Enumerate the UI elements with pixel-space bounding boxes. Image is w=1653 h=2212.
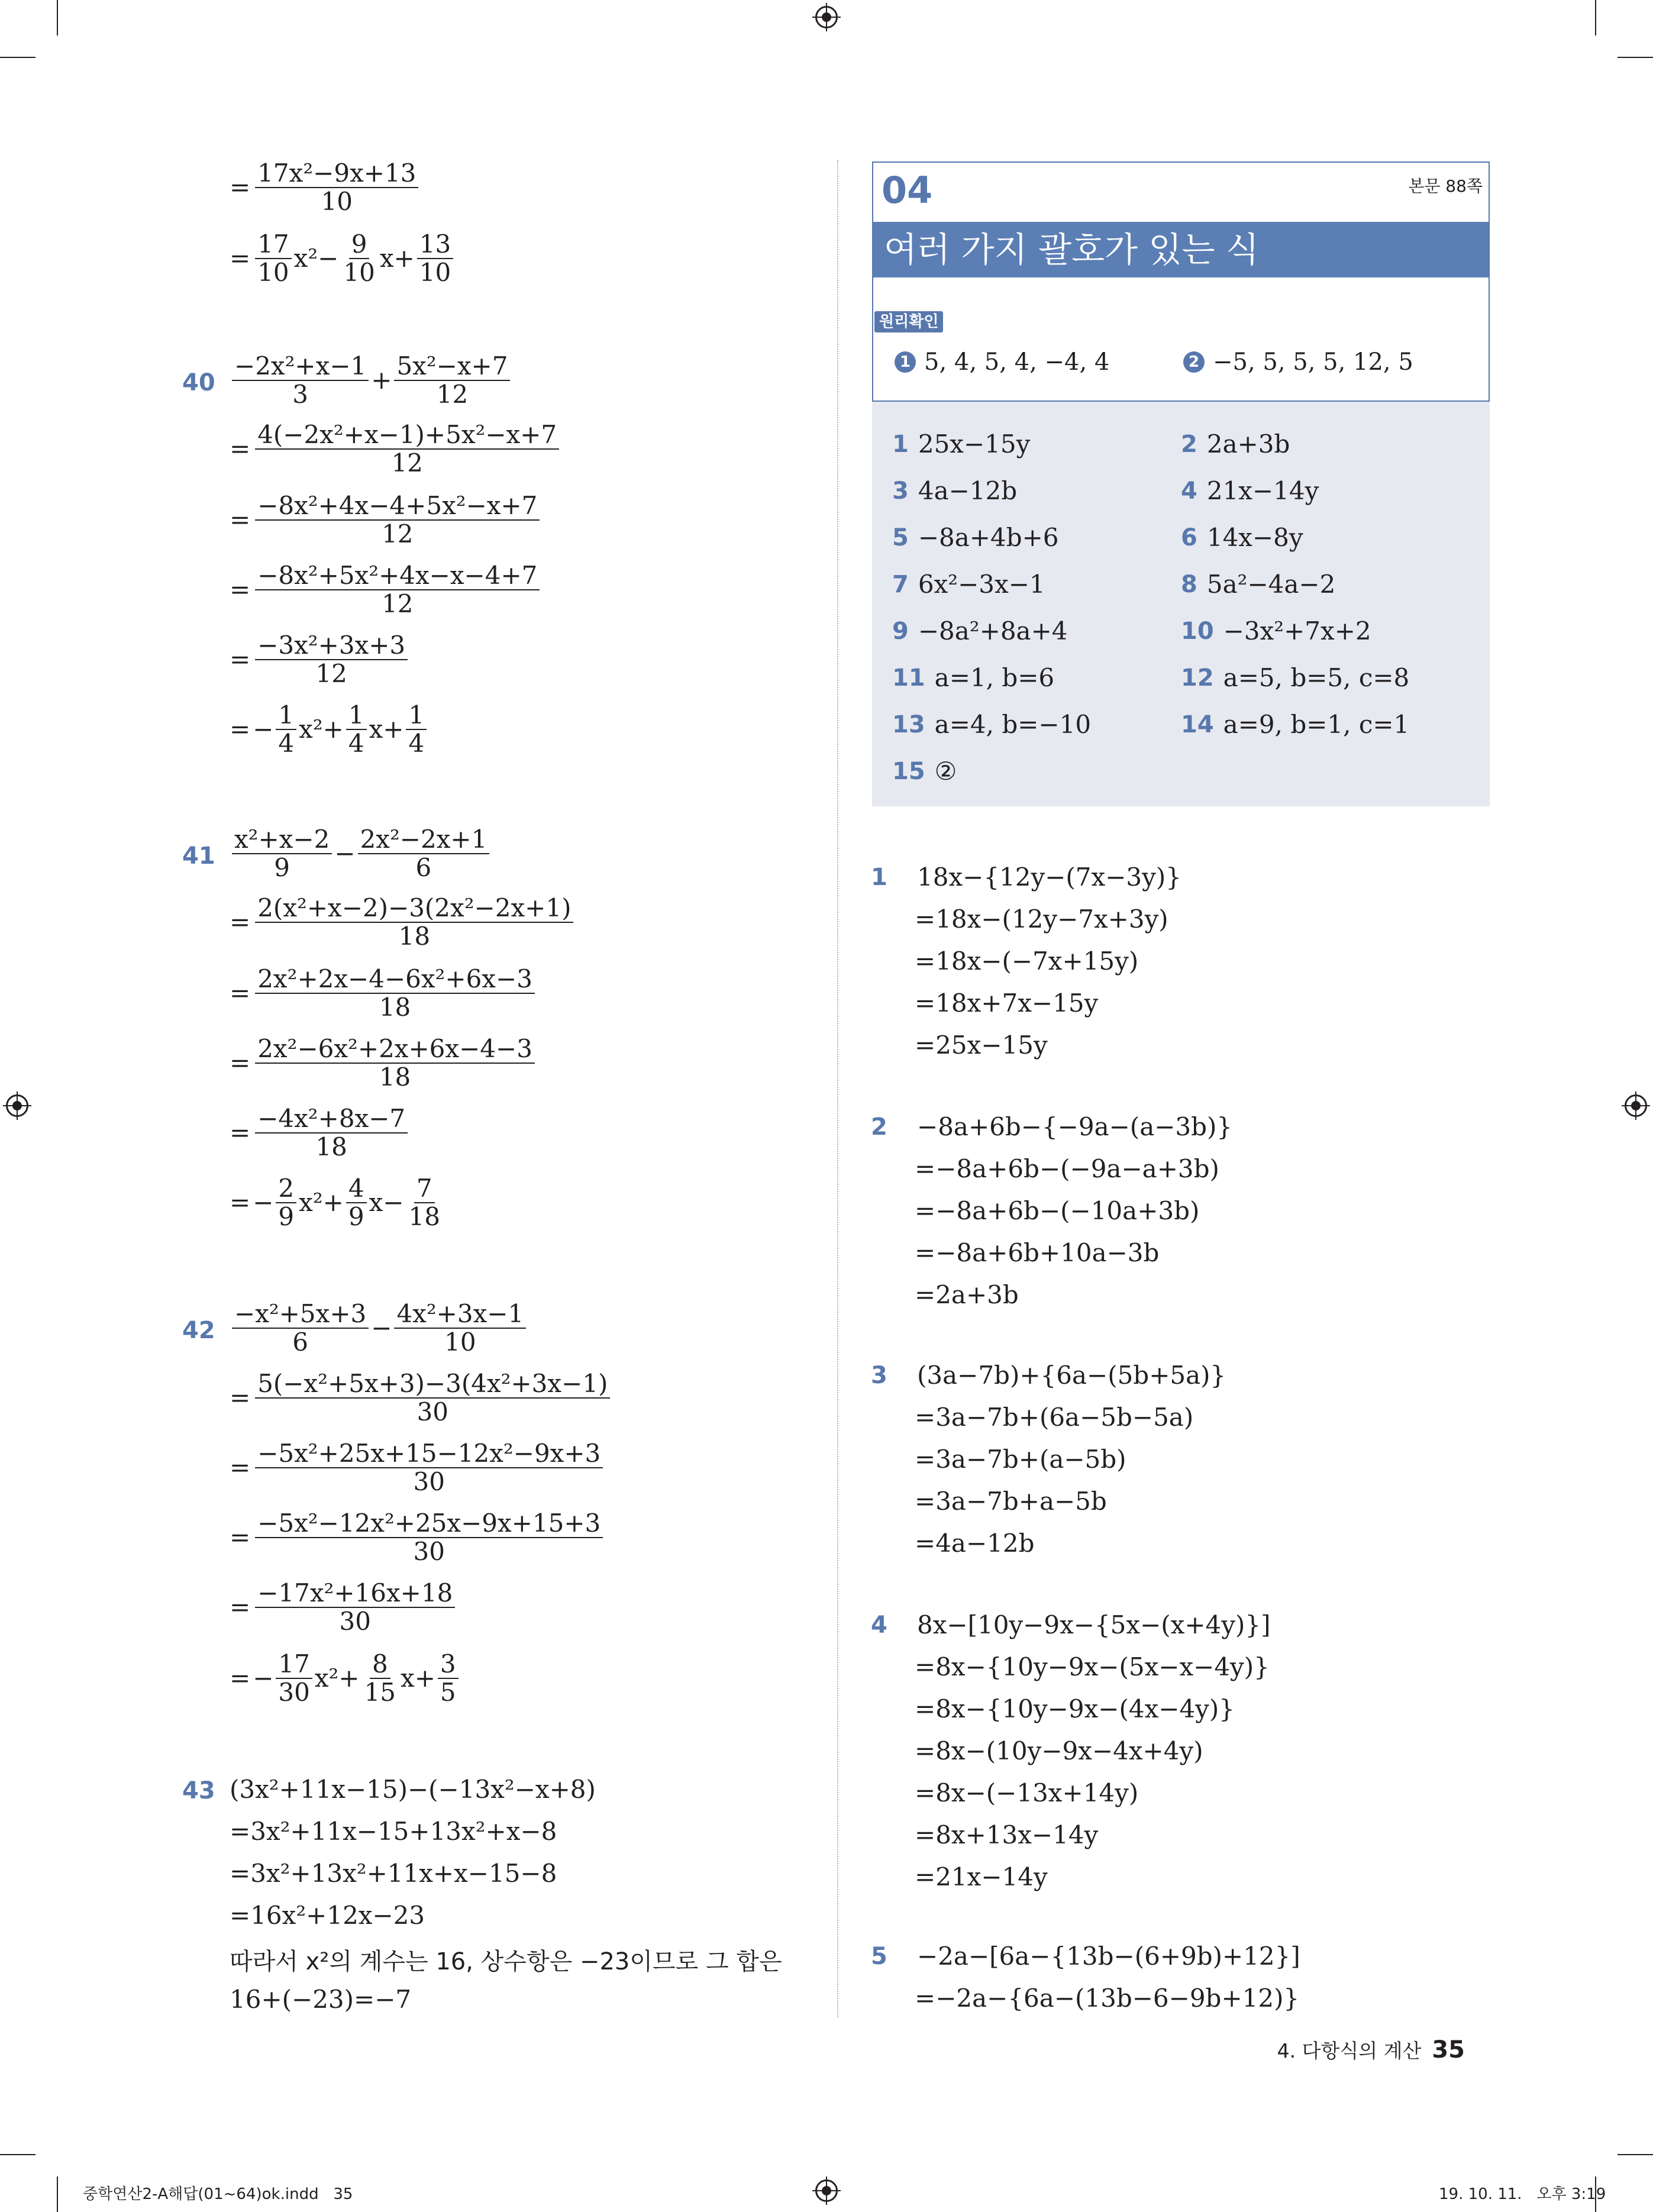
solution-line: =4a−12b <box>915 1529 1035 1558</box>
solution-line: =18x+7x−15y <box>915 989 1099 1018</box>
answer-number: 2 <box>1181 430 1197 458</box>
answer-key-panel <box>872 402 1490 806</box>
denominator: 9 <box>278 1202 295 1232</box>
denominator: 12 <box>391 448 423 478</box>
answer-item <box>892 710 1091 739</box>
answer-number: 11 <box>892 664 925 692</box>
answer-text: a=1, b=6 <box>934 663 1055 692</box>
answer-number: 12 <box>1181 664 1214 692</box>
numerator: 5(−x²+5x+3)−3(4x²+3x−1) <box>255 1370 610 1399</box>
solution-line: =21x−14y <box>915 1862 1048 1891</box>
equals-sign: = <box>230 715 251 744</box>
numerator: 2 <box>276 1175 296 1203</box>
solution-line: =8x−{10y−9x−(5x−x−4y)} <box>915 1652 1270 1681</box>
equals-sign: = <box>230 244 251 273</box>
answer-number: 8 <box>1181 570 1197 598</box>
fraction <box>276 1175 296 1231</box>
equals-sign: = <box>230 1593 251 1622</box>
denominator: 18 <box>379 993 411 1022</box>
fraction <box>346 702 367 757</box>
equation-line: 16+(−23)=−7 <box>230 1985 412 2014</box>
equation-line <box>230 1440 605 1496</box>
equals-sign: = <box>230 1188 251 1218</box>
fraction <box>276 1651 312 1706</box>
denominator: 18 <box>379 1063 411 1092</box>
numerator: 4(−2x²+x−1)+5x²−x+7 <box>255 421 559 450</box>
solution-line: −2a−[6a−{13b−(6+9b)+12}] <box>917 1942 1300 1971</box>
equation-line <box>230 1175 445 1231</box>
numerator: 3 <box>438 1651 459 1679</box>
equation-line <box>230 231 456 286</box>
answer-text: 21x−14y <box>1206 476 1319 505</box>
math-term: x+ <box>369 715 404 744</box>
equation-line: (3x²+11x−15)−(−13x²−x+8) <box>230 1775 596 1804</box>
page-number: 35 <box>1432 2036 1465 2064</box>
equation-line: =3x²+13x²+11x+x−15−8 <box>230 1859 557 1888</box>
equals-sign: = <box>230 505 251 535</box>
equation-line <box>230 1370 612 1426</box>
math-term: x²+ <box>314 1664 360 1693</box>
registration-mark-icon <box>6 1094 28 1117</box>
answer-text: a=4, b=−10 <box>934 710 1092 739</box>
problem-number: 41 <box>182 842 215 870</box>
solution-line: =8x−(10y−9x−4x+4y) <box>915 1736 1203 1765</box>
problem-number: 43 <box>182 1777 215 1804</box>
answer-text: 14x−8y <box>1206 523 1303 552</box>
problem-number: 40 <box>182 369 215 396</box>
equation-line <box>230 895 576 950</box>
numerator: 2x²−6x²+2x+6x−4−3 <box>255 1035 535 1064</box>
answer-number: 4 <box>1181 477 1197 505</box>
answer-item <box>1181 570 1335 599</box>
equation-line <box>230 1510 605 1565</box>
crop-mark <box>1618 57 1653 58</box>
solution-line: =18x−(12y−7x+3y) <box>915 905 1168 934</box>
print-timestamp: 19. 10. 11. 오후 3:19 <box>1439 2185 1606 2203</box>
equals-sign: = <box>230 979 251 1008</box>
registration-mark-icon <box>815 6 838 28</box>
math-term: + <box>371 366 392 395</box>
fraction <box>394 1300 526 1356</box>
fraction <box>394 353 510 408</box>
solution-line: =18x−(−7x+15y) <box>915 947 1139 976</box>
answer-item <box>1181 476 1319 505</box>
numerator: −2x²+x−1 <box>232 353 369 381</box>
denominator: 3 <box>292 380 308 409</box>
fraction <box>358 826 490 881</box>
column-divider <box>837 160 838 2017</box>
solution-line: =−8a+6b−(−10a+3b) <box>915 1196 1200 1225</box>
numerator: 13 <box>417 231 453 259</box>
numerator: 2(x²+x−2)−3(2x²−2x+1) <box>255 895 573 923</box>
numerator: 1 <box>406 702 427 730</box>
answer-item <box>892 523 1059 552</box>
equation-line <box>230 965 537 1021</box>
answer-item <box>1181 430 1290 458</box>
page-footer <box>1277 2036 1465 2064</box>
denominator: 18 <box>398 922 431 951</box>
numerator: 4 <box>346 1175 367 1203</box>
problem-number: 42 <box>182 1317 215 1344</box>
math-term: − <box>253 715 274 744</box>
numerator: −17x²+16x+18 <box>255 1580 455 1608</box>
answer-item <box>1181 523 1303 552</box>
registration-mark-icon <box>1625 1094 1647 1117</box>
solution-line: =8x−(−13x+14y) <box>915 1778 1139 1807</box>
fraction <box>255 1370 610 1426</box>
denominator: 30 <box>413 1467 445 1497</box>
denominator: 9 <box>274 853 290 883</box>
solution-line: =8x−{10y−9x−(4x−4y)} <box>915 1694 1235 1723</box>
equation-line <box>230 826 492 881</box>
check-item-2-text: −5, 5, 5, 5, 12, 5 <box>1213 348 1413 376</box>
file-slug: 중학연산2-A해답(01~64)ok.indd 35 <box>83 2185 353 2203</box>
denominator: 4 <box>278 729 295 758</box>
math-term: − <box>334 839 356 868</box>
numerator: −3x²+3x+3 <box>255 632 408 660</box>
equation-line <box>230 1651 461 1706</box>
crop-mark <box>0 57 35 58</box>
math-term: x²+ <box>299 1188 344 1218</box>
denominator: 10 <box>343 258 375 288</box>
math-term: − <box>371 1313 392 1343</box>
page-reference: 본문 88쪽 <box>1408 176 1483 196</box>
denominator: 30 <box>417 1397 449 1427</box>
solution-number: 1 <box>871 864 887 891</box>
denominator: 4 <box>348 729 364 758</box>
fraction <box>255 1035 535 1091</box>
equals-sign: = <box>230 908 251 937</box>
fraction <box>255 1440 603 1496</box>
equation-line <box>230 1105 410 1161</box>
equation-line <box>230 353 512 408</box>
equals-sign: = <box>230 575 251 605</box>
check-item-1 <box>895 348 1109 376</box>
chapter-title: 4. 다항식의 계산 <box>1277 2039 1422 2062</box>
answer-text: −8a+4b+6 <box>918 523 1059 552</box>
numerator: 8 <box>370 1651 390 1679</box>
equation-line <box>230 1035 537 1091</box>
crop-mark <box>57 0 58 35</box>
solution-line: −8a+6b−{−9a−(a−3b)} <box>917 1112 1233 1141</box>
numerator: −5x²+25x+15−12x²−9x+3 <box>255 1440 603 1468</box>
fraction <box>438 1651 459 1706</box>
equation-line: =3x²+11x−15+13x²+x−8 <box>230 1817 557 1846</box>
solution-line: =25x−15y <box>915 1031 1048 1060</box>
math-term: x²− <box>293 244 339 273</box>
math-term: x+ <box>401 1664 435 1693</box>
math-term: x²+ <box>299 715 344 744</box>
solution-line: =8x+13x−14y <box>915 1820 1099 1849</box>
answer-number: 13 <box>892 711 925 738</box>
check-badge: 원리확인 <box>874 311 943 332</box>
answer-item <box>892 570 1045 599</box>
numerator: −8x²+4x−4+5x²−x+7 <box>255 492 540 521</box>
equals-sign: = <box>230 1523 251 1552</box>
denominator: 30 <box>339 1607 371 1636</box>
fraction <box>232 1300 369 1356</box>
solution-number: 2 <box>871 1113 887 1141</box>
answer-item <box>892 616 1068 645</box>
circle-2-icon: 2 <box>1183 351 1205 373</box>
answer-text: 25x−15y <box>918 430 1031 458</box>
denominator: 6 <box>415 853 432 883</box>
numerator: x²+x−2 <box>232 826 332 854</box>
answer-item <box>1181 710 1409 739</box>
answer-number: 10 <box>1181 617 1214 645</box>
equation-line <box>230 492 542 548</box>
denominator: 10 <box>419 258 451 288</box>
equation-line: 따라서 x²의 계수는 16, 상수항은 −23이므로 그 합은 <box>230 1948 782 1975</box>
answer-text: −8a²+8a+4 <box>918 616 1068 645</box>
answer-number: 3 <box>892 477 909 505</box>
fraction <box>255 1510 603 1565</box>
fraction <box>346 1175 367 1231</box>
numerator: 17 <box>276 1651 312 1679</box>
answer-number: 15 <box>892 757 925 785</box>
answer-number: 5 <box>892 524 909 551</box>
solution-line: =3a−7b+a−5b <box>915 1487 1107 1516</box>
answer-text: a=5, b=5, c=8 <box>1223 663 1410 692</box>
numerator: 1 <box>346 702 367 730</box>
solution-line: (3a−7b)+{6a−(5b+5a)} <box>917 1361 1226 1390</box>
denominator: 15 <box>364 1678 396 1707</box>
equation-line <box>230 160 421 215</box>
fraction <box>232 353 369 408</box>
registration-mark-icon <box>815 2179 838 2202</box>
solution-line: =3a−7b+(a−5b) <box>915 1445 1126 1474</box>
math-term: − <box>253 1188 274 1218</box>
answer-text: a=9, b=1, c=1 <box>1223 710 1410 739</box>
section-number: 04 <box>882 169 933 212</box>
solution-number: 4 <box>871 1612 887 1639</box>
circle-1-icon: 1 <box>895 351 916 373</box>
denominator: 12 <box>382 519 414 549</box>
fraction <box>232 826 332 881</box>
numerator: 1 <box>276 702 296 730</box>
numerator: −8x²+5x²+4x−x−4+7 <box>255 562 540 590</box>
crop-mark <box>0 2154 35 2155</box>
section-title: 여러 가지 괄호가 있는 식 <box>873 222 1489 277</box>
fraction <box>255 895 573 950</box>
denominator: 30 <box>278 1678 310 1707</box>
answer-item <box>892 663 1054 692</box>
denominator: 12 <box>436 380 469 409</box>
answer-text: 4a−12b <box>918 476 1018 505</box>
denominator: 12 <box>382 589 414 619</box>
equation-line <box>230 421 561 477</box>
denominator: 4 <box>408 729 425 758</box>
denominator: 18 <box>408 1202 440 1232</box>
fraction <box>255 231 291 286</box>
fraction <box>417 231 453 286</box>
equals-sign: = <box>230 1453 251 1483</box>
fraction <box>255 492 540 548</box>
numerator: −5x²−12x²+25x−9x+15+3 <box>255 1510 603 1538</box>
solution-line: =−2a−{6a−(13b−6−9b+12)} <box>915 1984 1300 2013</box>
equals-sign: = <box>230 1383 251 1413</box>
solution-line: 18x−{12y−(7x−3y)} <box>917 863 1181 892</box>
solution-line: =−8a+6b−(−9a−a+3b) <box>915 1154 1219 1183</box>
fraction <box>255 965 535 1021</box>
denominator: 5 <box>440 1678 456 1707</box>
denominator: 18 <box>315 1132 347 1162</box>
denominator: 10 <box>444 1328 476 1357</box>
fraction <box>255 421 559 477</box>
equation-line <box>230 562 542 618</box>
check-item-1-text: 5, 4, 5, 4, −4, 4 <box>924 348 1110 376</box>
equation-line <box>230 632 410 687</box>
crop-mark <box>1595 0 1596 35</box>
badge-wrapper <box>874 309 943 331</box>
equals-sign: = <box>230 173 251 202</box>
math-term: x− <box>369 1188 404 1218</box>
answer-item <box>1181 663 1409 692</box>
denominator: 6 <box>292 1328 308 1357</box>
math-term: − <box>253 1664 274 1693</box>
fraction <box>255 1580 455 1635</box>
numerator: 2x²+2x−4−6x²+6x−3 <box>255 965 535 994</box>
answer-item <box>1181 616 1371 645</box>
section-header-box <box>872 162 1490 402</box>
numerator: −x²+5x+3 <box>232 1300 369 1329</box>
answer-number: 14 <box>1181 711 1214 738</box>
answer-item <box>892 430 1030 458</box>
answer-number: 7 <box>892 570 909 598</box>
answer-text: 6x²−3x−1 <box>918 570 1045 599</box>
fraction <box>362 1651 398 1706</box>
numerator: 17 <box>255 231 291 259</box>
equals-sign: = <box>230 434 251 464</box>
numerator: 5x²−x+7 <box>394 353 510 381</box>
answer-text: ② <box>934 757 957 786</box>
denominator: 10 <box>257 258 289 288</box>
answer-number: 1 <box>892 430 909 458</box>
answer-text: 5a²−4a−2 <box>1206 570 1336 599</box>
math-term: x+ <box>379 244 415 273</box>
answer-item <box>892 476 1017 505</box>
denominator: 12 <box>315 659 347 689</box>
answer-text: −3x²+7x+2 <box>1223 616 1371 645</box>
equation-line <box>230 1580 457 1635</box>
denominator: 30 <box>413 1537 445 1567</box>
solution-number: 3 <box>871 1362 887 1389</box>
answer-number: 9 <box>892 617 909 645</box>
equation-line: =16x²+12x−23 <box>230 1901 425 1930</box>
crop-mark <box>57 2177 58 2212</box>
numerator: 9 <box>349 231 370 259</box>
equals-sign: = <box>230 645 251 674</box>
fraction <box>276 702 296 757</box>
fraction <box>341 231 377 286</box>
equals-sign: = <box>230 1048 251 1078</box>
solution-line: =3a−7b+(6a−5b−5a) <box>915 1403 1194 1432</box>
numerator: −4x²+8x−7 <box>255 1105 408 1134</box>
solution-line: =−8a+6b+10a−3b <box>915 1238 1160 1267</box>
fraction <box>406 702 427 757</box>
fraction <box>255 1105 408 1161</box>
fraction <box>255 562 540 618</box>
answer-item <box>892 757 957 786</box>
answer-number: 6 <box>1181 524 1197 551</box>
solution-line: =2a+3b <box>915 1280 1019 1309</box>
denominator: 9 <box>348 1202 364 1232</box>
numerator: 7 <box>414 1175 435 1203</box>
fraction <box>255 632 408 687</box>
equals-sign: = <box>230 1118 251 1148</box>
numerator: 17x²−9x+13 <box>255 160 418 188</box>
answer-text: 2a+3b <box>1206 430 1290 458</box>
numerator: 4x²+3x−1 <box>394 1300 526 1329</box>
check-item-2 <box>1183 348 1413 376</box>
equation-line <box>230 1300 528 1356</box>
fraction <box>255 160 418 215</box>
crop-mark <box>1618 2154 1653 2155</box>
solution-number: 5 <box>871 1943 887 1970</box>
fraction <box>406 1175 442 1231</box>
denominator: 10 <box>321 187 353 217</box>
equation-line <box>230 702 429 757</box>
numerator: 2x²−2x+1 <box>358 826 490 854</box>
solution-line: 8x−[10y−9x−{5x−(x+4y)}] <box>917 1610 1271 1639</box>
equals-sign: = <box>230 1664 251 1693</box>
